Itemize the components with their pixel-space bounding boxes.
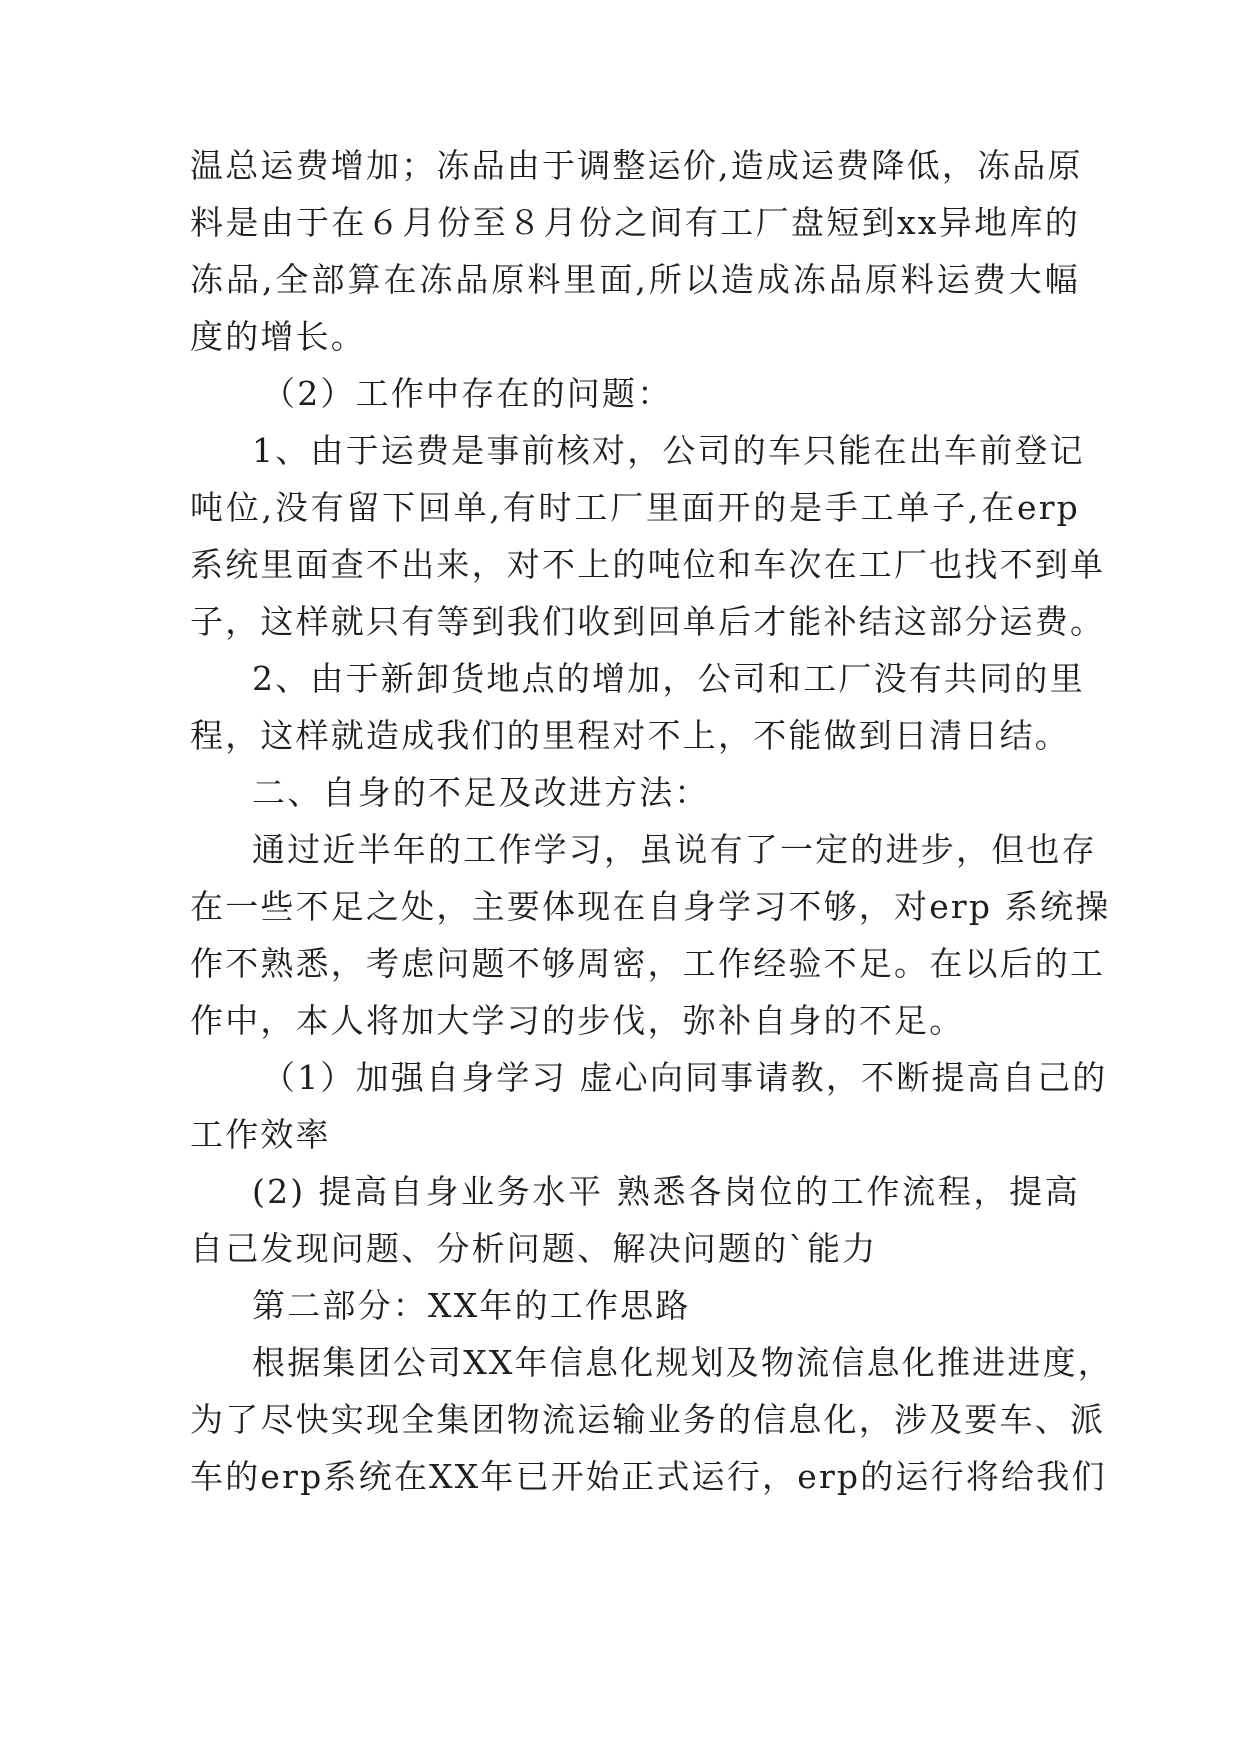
text-line: 冻品,全部算在冻品原料里面,所以造成冻品原料运费大幅: [190, 260, 1080, 299]
text-line: 2、由于新卸货地点的增加，公司和工厂没有共同的里: [252, 659, 1085, 698]
text-line: 料是由于在６月份至８月份之间有工厂盘短到xx异地库的: [190, 203, 1080, 242]
text-line: 车的erp系统在XX年已开始正式运行，erp的运行将给我们: [190, 1457, 1107, 1496]
text-line: (2) 提高自身业务水平 熟悉各岗位的工作流程，提高: [252, 1172, 1080, 1211]
section-heading: （2）工作中存在的问题：: [262, 374, 673, 413]
text-line: 系统里面查不出来，对不上的吨位和车次在工厂也找不到单: [190, 545, 1106, 584]
text-line: 自己发现问题、分析问题、解决问题的`能力: [190, 1229, 878, 1268]
section-heading: 二、自身的不足及改进方法：: [252, 773, 710, 812]
text-line: 子，这样就只有等到我们收到回单后才能补结这部分运费。: [190, 602, 1106, 641]
text-line: 1、由于运费是事前核对，公司的车只能在出车前登记: [252, 431, 1085, 470]
text-line: 吨位,没有留下回单,有时工厂里面开的是手工单子,在erp: [190, 488, 1080, 527]
text-line: 在一些不足之处，主要体现在自身学习不够，对erp 系统操: [190, 887, 1111, 926]
text-line: 根据集团公司XX年信息化规划及物流信息化推进进度，: [252, 1343, 1113, 1382]
text-line: （1）加强自身学习 虚心向同事请教，不断提高自己的: [262, 1058, 1108, 1097]
section-heading: 第二部分：XX年的工作思路: [252, 1286, 691, 1325]
text-line: 程，这样就造成我们的里程对不上，不能做到日清日结。: [190, 716, 1070, 755]
text-line: 为了尽快实现全集团物流运输业务的信息化，涉及要车、派: [190, 1400, 1106, 1439]
text-line: 工作效率: [190, 1115, 331, 1154]
text-line: 作中，本人将加大学习的步伐，弥补自身的不足。: [190, 1001, 965, 1040]
text-line: 作不熟悉，考虑问题不够周密，工作经验不足。在以后的工: [190, 944, 1106, 983]
text-line: 温总运费增加；冻品由于调整运价,造成运费降低，冻品原: [190, 146, 1083, 185]
text-line: 度的增长。: [190, 317, 366, 356]
text-line: 通过近半年的工作学习，虽说有了一定的进步，但也存: [252, 830, 1097, 869]
